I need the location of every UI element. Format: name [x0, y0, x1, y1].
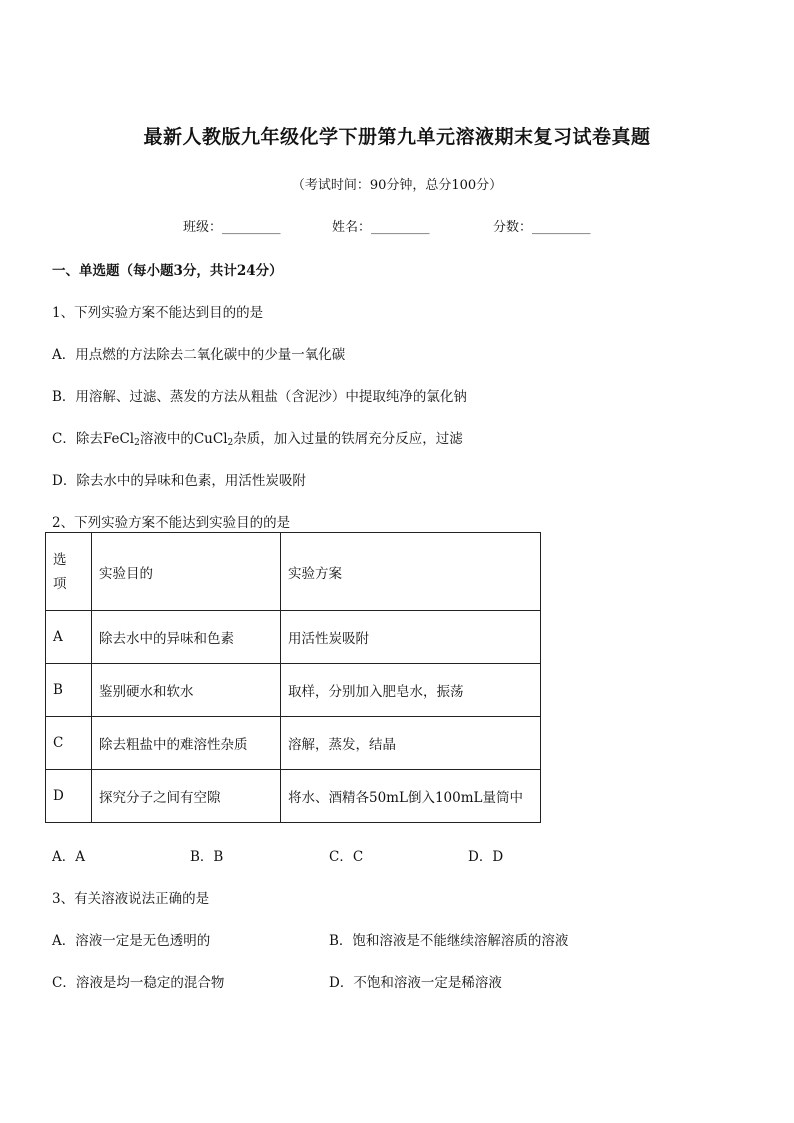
- question-3-stem: 3、有关溶液说法正确的是: [52, 891, 210, 907]
- table-row: [46, 717, 541, 770]
- question-2-option-d: D．D: [468, 849, 504, 865]
- question-3-option-c: C．溶液是均一稳定的混合物: [52, 975, 225, 991]
- plan-cell: 取样，分别加入肥皂水，振荡: [281, 664, 541, 717]
- exam-meta: （考试时间：90分钟，总分100分）: [291, 178, 503, 193]
- question-2-option-a: A．A: [52, 849, 85, 865]
- plan-cell: 溶解，蒸发，结晶: [281, 717, 541, 770]
- option-c-text-1: C．除去FeCl: [52, 431, 135, 447]
- question-1-option-c: [52, 427, 463, 448]
- class-field-label: 班级：_________: [183, 220, 281, 235]
- question-1-option-d: D．除去水中的异味和色素，用活性炭吸附: [52, 473, 306, 489]
- subscript-2: 2: [227, 438, 234, 448]
- option-c-text-2: 溶液中的CuCl: [139, 431, 228, 447]
- table-header-row: [46, 533, 541, 611]
- table-row: [46, 611, 541, 664]
- page-title: 最新人教版九年级化学下册第九单元溶液期末复习试卷真题: [143, 126, 651, 148]
- question-2-stem: 2、下列实验方案不能达到实验目的的是: [52, 515, 291, 531]
- option-cell: B: [46, 664, 92, 717]
- option-cell: D: [46, 770, 92, 823]
- plan-cell: 将水、酒精各50mL倒入100mL量筒中: [281, 770, 541, 823]
- subscript-2: 2: [134, 438, 140, 448]
- section-heading: 一、单选题（每小题3分，共计24分）: [52, 263, 283, 279]
- purpose-cell: 鉴别硬水和软水: [92, 664, 281, 717]
- purpose-cell: 探究分子之间有空隙: [92, 770, 281, 823]
- header-option-line-1: 选: [53, 551, 67, 568]
- header-option-cell: [46, 533, 92, 611]
- purpose-cell: 除去水中的异味和色素: [92, 611, 281, 664]
- option-c-text-3: 杂质，加入过量的铁屑充分反应，过滤: [233, 431, 463, 447]
- header-plan-cell: 实验方案: [281, 533, 541, 611]
- option-cell: A: [46, 611, 92, 664]
- question-3-option-d: D．不饱和溶液一定是稀溶液: [329, 975, 502, 991]
- question-3-option-a: A．溶液一定是无色透明的: [52, 933, 211, 949]
- purpose-cell: 除去粗盐中的难溶性杂质: [92, 717, 281, 770]
- table-row: [46, 664, 541, 717]
- question-3-option-b: B．饱和溶液是不能继续溶解溶质的溶液: [329, 933, 569, 949]
- header-purpose-cell: 实验目的: [92, 533, 281, 611]
- option-cell: C: [46, 717, 92, 770]
- question-1-stem: 1、下列实验方案不能达到目的的是: [52, 305, 264, 321]
- question-1-option-a: A．用点燃的方法除去二氧化碳中的少量一氧化碳: [52, 347, 346, 363]
- name-field-label: 姓名：_________: [332, 220, 430, 235]
- question-1-option-b: B．用溶解、过滤、蒸发的方法从粗盐（含泥沙）中提取纯净的氯化钠: [52, 389, 467, 405]
- plan-cell: 用活性炭吸附: [281, 611, 541, 664]
- table-row: [46, 770, 541, 823]
- question-2-option-c: C．C: [329, 849, 364, 865]
- header-option-line-2: 项: [53, 575, 67, 592]
- score-field-label: 分数：_________: [493, 220, 591, 235]
- experiment-table: [45, 532, 541, 823]
- question-2-option-b: B．B: [190, 849, 224, 865]
